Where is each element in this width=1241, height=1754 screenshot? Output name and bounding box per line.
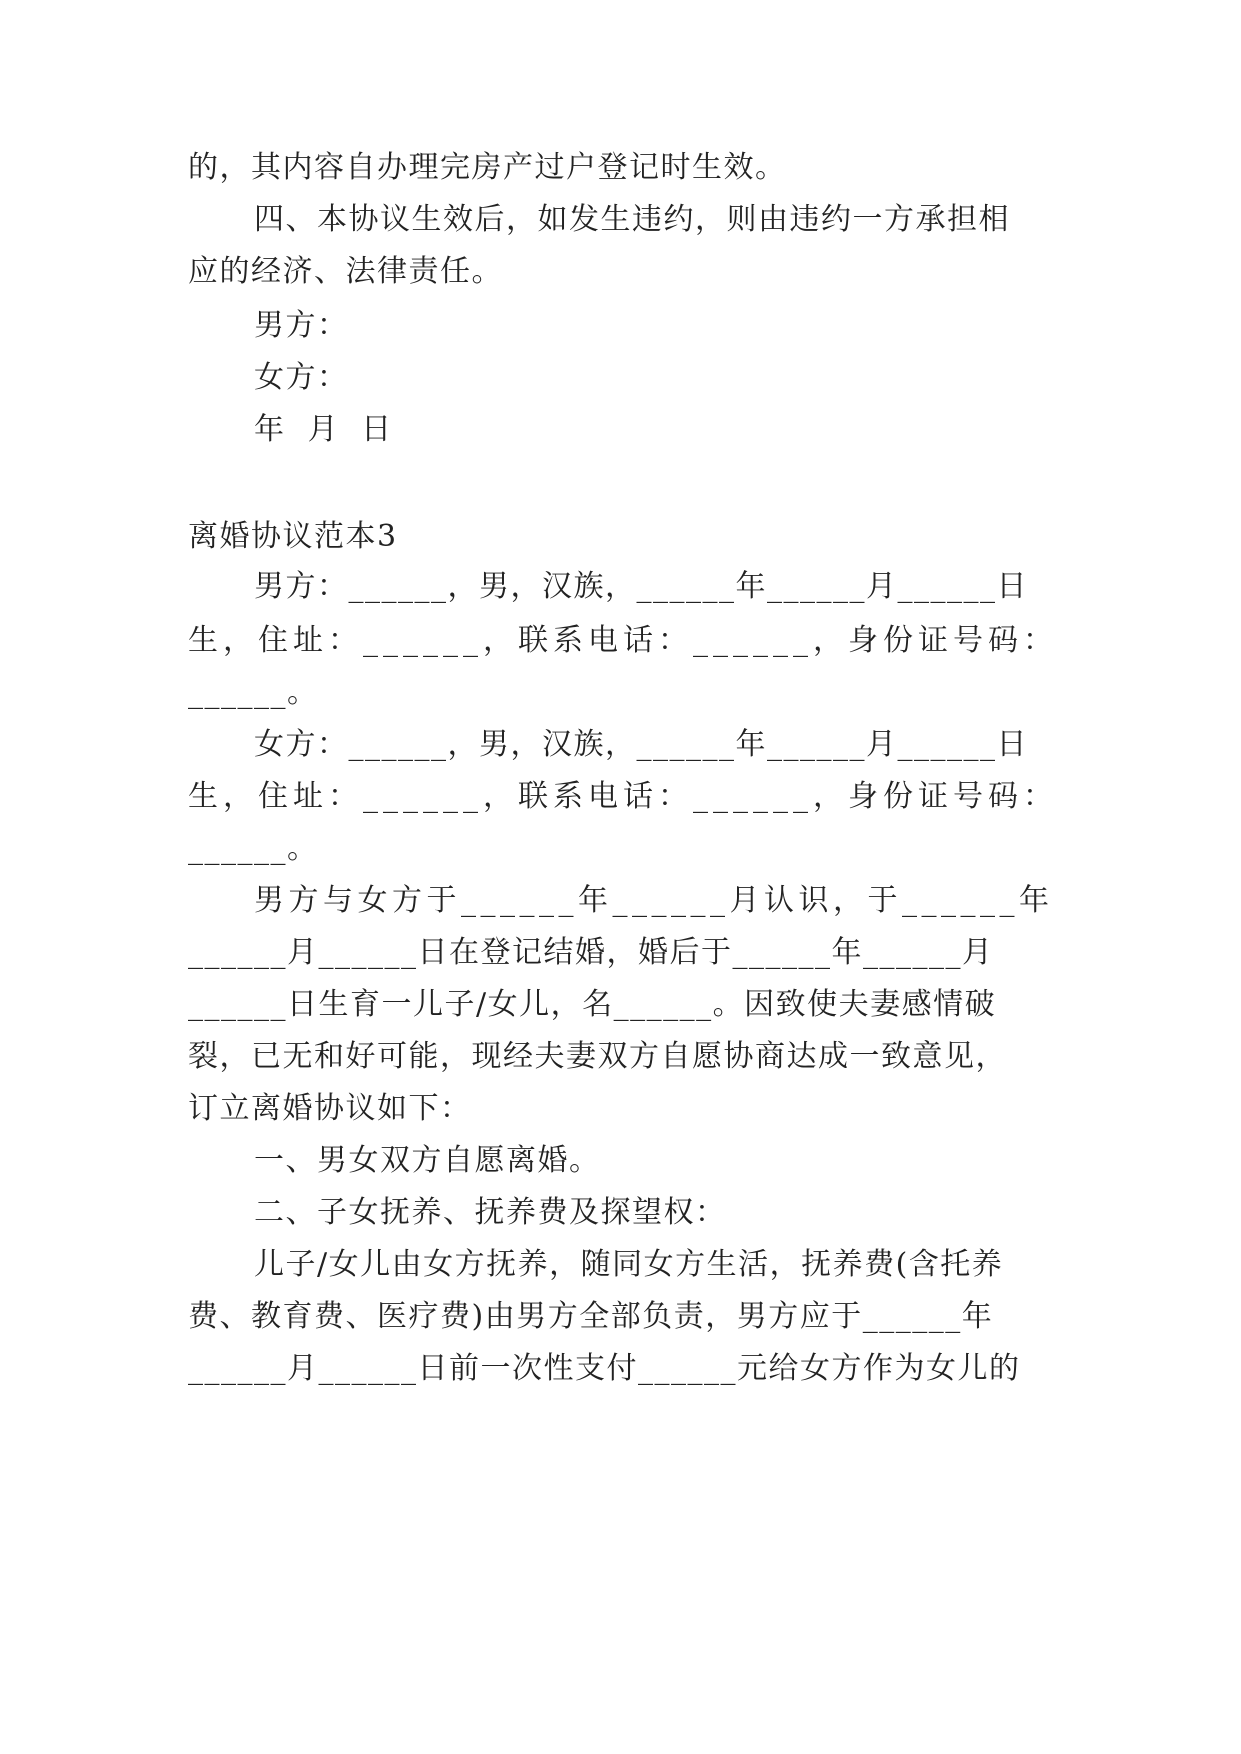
text-line: 儿子/女儿由女方抚养，随同女方生活，抚养费(含托养: [254, 1247, 1004, 1282]
text-line: 二、子女抚养、抚养费及探望权：: [254, 1195, 727, 1230]
text-line: 生，住址：______，联系电话：______，身份证号码：: [188, 779, 1058, 814]
signature-date: 年 月 日: [254, 412, 393, 447]
text-line: 一、男女双方自愿离婚。: [254, 1143, 601, 1178]
text-line: 男方：______，男，汉族，______年______月______日: [254, 569, 1028, 604]
text-line: 生，住址：______，联系电话：______，身份证号码：: [188, 623, 1058, 658]
text-line: 订立离婚协议如下：: [188, 1091, 472, 1126]
text-line: 应的经济、法律责任。: [188, 254, 503, 289]
text-line: 四、本协议生效后，如发生违约，则由违约一方承担相: [254, 202, 1010, 237]
text-line: ______。: [188, 675, 319, 710]
section-title: 离婚协议范本3: [188, 519, 398, 554]
text-line: ______。: [188, 831, 319, 866]
text-line: 男方与女方于______年______月认识，于______年: [254, 883, 1054, 918]
text-line: 费、教育费、医疗费)由男方全部负责，男方应于______年: [188, 1299, 994, 1334]
signature-male-label: 男方：: [254, 308, 349, 343]
text-line: ______月______日在登记结婚，婚后于______年______月: [188, 935, 994, 970]
text-line: ______月______日前一次性支付______元给女方作为女儿的: [188, 1351, 1021, 1386]
signature-female-label: 女方：: [254, 360, 349, 395]
text-line: 的，其内容自办理完房产过户登记时生效。: [188, 150, 787, 185]
text-line: 女方：______，男，汉族，______年______月______日: [254, 727, 1028, 762]
text-line: ______日生育一儿子/女儿，名______。因致使夫妻感情破: [188, 987, 997, 1022]
text-line: 裂，已无和好可能，现经夫妻双方自愿协商达成一致意见，: [188, 1039, 1007, 1074]
